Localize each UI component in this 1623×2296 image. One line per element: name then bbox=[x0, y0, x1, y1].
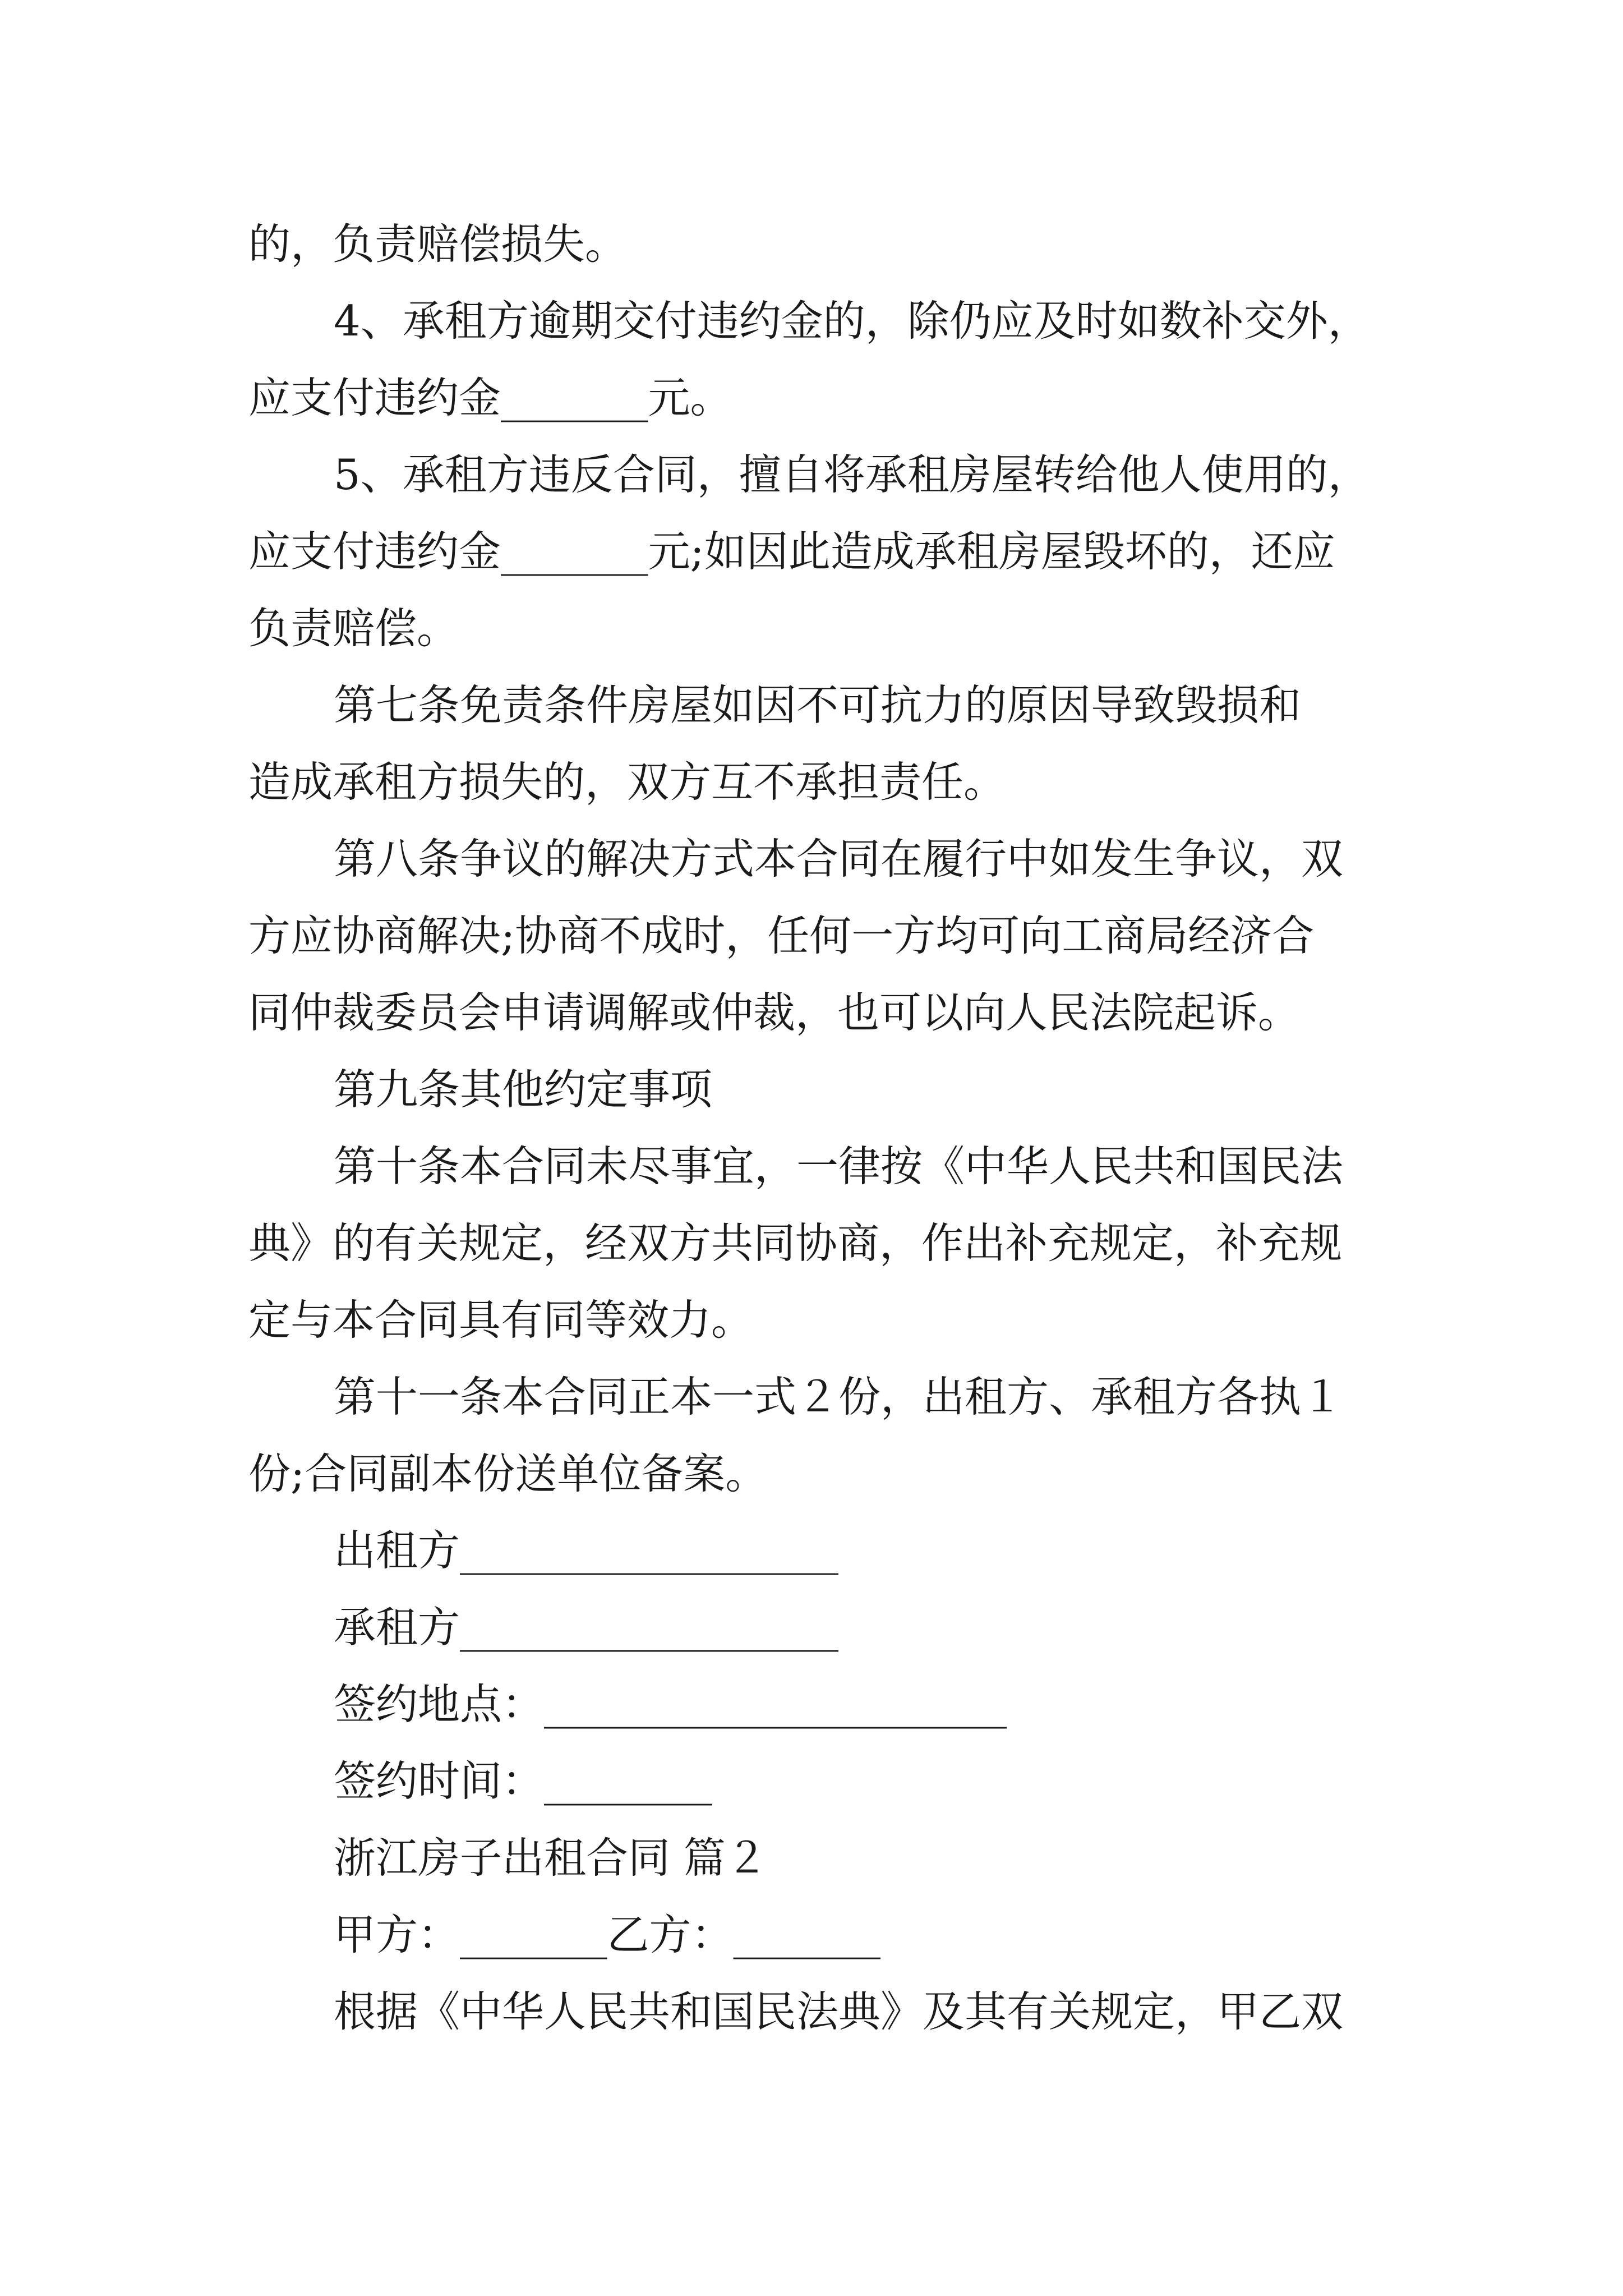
text-line: 第九条其他约定事项 bbox=[334, 1065, 713, 1114]
text-line: 第十一条本合同正本一式２份，出租方、承租方各执１ bbox=[334, 1372, 1344, 1421]
text-line: 根据《中华人民共和国民法典》及其有关规定，甲乙双 bbox=[334, 1987, 1344, 2036]
signing-time-line: 签约时间：________ bbox=[334, 1756, 713, 1806]
text-line: 第七条免责条件房屋如因不可抗力的原因导致毁损和 bbox=[334, 680, 1302, 730]
signature-lessee-line: 承租方__________________ bbox=[334, 1603, 839, 1652]
text-line: 第八条争议的解决方式本合同在履行中如发生争议，双 bbox=[334, 834, 1344, 884]
text-line: 负责赔偿。 bbox=[248, 604, 459, 653]
section-heading: 浙江房子出租合同 篇２ bbox=[334, 1833, 768, 1883]
text-line: 应支付违约金_______元。 bbox=[248, 373, 732, 422]
text-line: 第十条本合同未尽事宜，一律按《中华人民共和国民法 bbox=[334, 1142, 1344, 1191]
text-line: 的，负责赔偿损失。 bbox=[248, 219, 628, 269]
text-line: 造成承租方损失的，双方互不承担责任。 bbox=[248, 757, 1006, 807]
parties-line: 甲方：_______乙方：_______ bbox=[334, 1910, 881, 1959]
text-line: 定与本合同具有同等效力。 bbox=[248, 1295, 754, 1345]
signature-lessor-line: 出租方__________________ bbox=[334, 1526, 839, 1575]
text-line: 同仲裁委员会申请调解或仲裁，也可以向人民法院起诉。 bbox=[248, 988, 1301, 1037]
text-line: 方应协商解决;协商不成时，任何一方均可向工商局经济合 bbox=[248, 911, 1315, 960]
text-line: 应支付违约金_______元;如因此造成承租房屋毁坏的，还应 bbox=[248, 527, 1335, 576]
signing-place-line: 签约地点：______________________ bbox=[334, 1680, 1007, 1729]
text-line: 5、承租方违反合同，擅自将承租房屋转给他人使用的， bbox=[334, 450, 1370, 499]
text-line: 4、承租方逾期交付违约金的，除仍应及时如数补交外， bbox=[334, 296, 1370, 346]
text-line: 份;合同副本份送单位备案。 bbox=[248, 1449, 768, 1498]
text-line: 典》的有关规定，经双方共同协商，作出补充规定，补充规 bbox=[248, 1218, 1343, 1268]
